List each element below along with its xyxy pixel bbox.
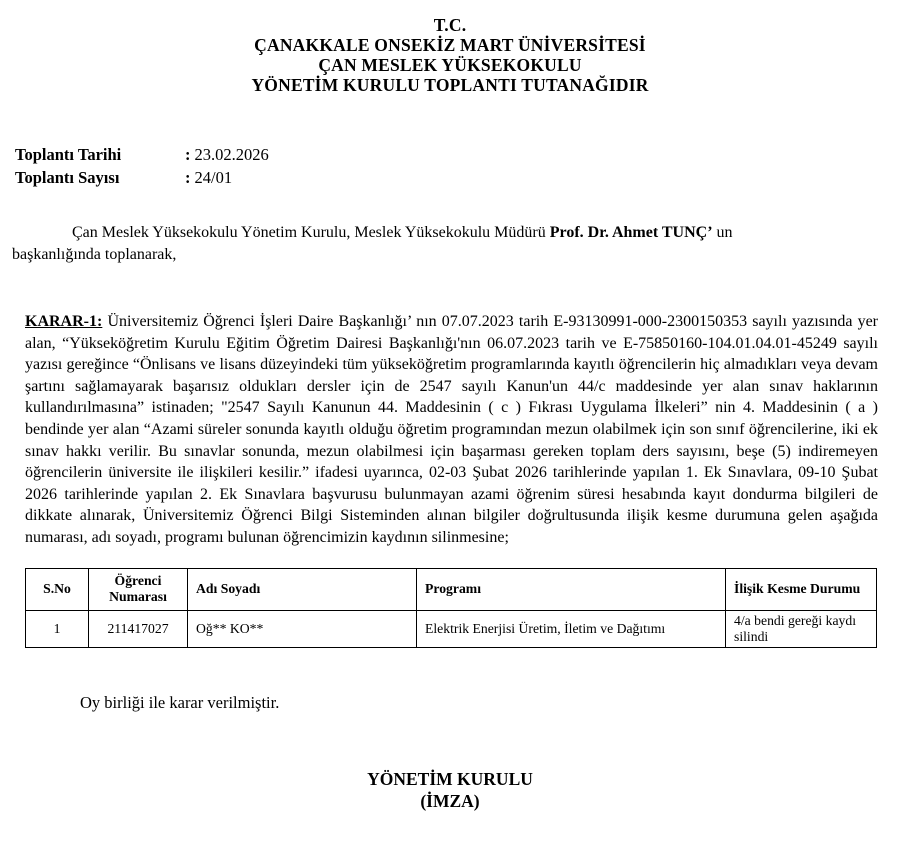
table-header-row bbox=[26, 568, 877, 610]
cell-dismissal-status: 4/a bendi gereği kaydı silindi bbox=[726, 610, 877, 647]
header-document-title: YÖNETİM KURULU TOPLANTI TUTANAĞIDIR bbox=[251, 75, 649, 95]
meeting-date-label: Toplantı Tarihi bbox=[15, 145, 122, 164]
header-school-name: ÇAN MESLEK YÜKSEKOKULU bbox=[318, 55, 582, 75]
header-tc: T.C. bbox=[433, 15, 467, 35]
cell-name: Oğ** KO** bbox=[188, 610, 417, 647]
meeting-number-label: Toplantı Sayısı bbox=[15, 168, 120, 187]
document-header bbox=[0, 0, 900, 95]
students-table-body bbox=[26, 610, 877, 647]
signature-imza: (İMZA) bbox=[420, 790, 480, 811]
col-header-program: Programı bbox=[417, 568, 726, 610]
cell-student-number: 211417027 bbox=[89, 610, 188, 647]
table-row bbox=[26, 610, 877, 647]
cell-sno: 1 bbox=[26, 610, 89, 647]
students-table bbox=[25, 568, 877, 648]
meeting-date-row bbox=[15, 143, 900, 166]
meeting-info bbox=[15, 143, 900, 189]
meeting-number-value: 24/01 bbox=[194, 168, 233, 187]
decision-body-text: Üniversitemiz Öğrenci İşleri Daire Başkanlığı’ nın 07.07.2023 tarih E-93130991-000-2300150353 sayılı yazısında yer alan, “Yükseköğretim Kurulu Eğitim Öğretim Dairesi Başkanlığı'nın 06.07.2023 tarih ve E-75850160-104.01.04.01-45249 sayılı yazısı gereğince “Önlisans ve lisans düzeyindeki tüm yükseköğretim programlarında kayıtlı öğrencilerin hiç almadıkları veya devam şartını sağlamayarak başarısız oldukları dersler için de 2547 sayılı Kanun'un 44/c maddesinde yer alan sınav haklarının kullandırılmasına” istinaden; "2547 Sayılı Kanunun 44. Maddesinin ( c ) Fıkrası Uygulama İlkeleri” nin 4. Maddesinin ( a ) bendinde yer alan “Azami süreler sonunda kayıtlı olduğu öğretim programından mezun olabilmek için son sınıf öğrencilerine, iki ek sınav hakkı verilir. Bu sınavlar sonunda, mezun olabilmesi için başarması gereken toplam ders sayısını, beşe (5) indiremeyen öğrencilerin üniversite ile ilişkileri kesilir.” ifadesi uyarınca, 02-03 Şubat 2026 tarihlerinde yapılan 1. Ek Sınavlara, 09-10 Şubat 2026 tarihlerinde yapılan 2. Ek Sınavlara başvurusu bulunmayan azami öğrenim süresi hesabında kayıt dondurma bilgileri de dikkate alınarak, Üniversitemiz Öğrenci Bilgi Sisteminden alınan bilgiler doğrultusunda ilişik kesme durumuna gelen aşağıda numarası, adı soyadı, programı bulunan öğrencimizin kaydının silinmesine; bbox=[25, 313, 878, 546]
intro-text-before: Çan Meslek Yüksekokulu Yönetim Kurulu, Meslek Yüksekokulu Müdürü bbox=[72, 224, 550, 241]
col-header-student-number: Öğrenci Numarası bbox=[89, 568, 188, 610]
meeting-number-colon: : bbox=[185, 168, 191, 187]
col-header-name: Adı Soyadı bbox=[188, 568, 417, 610]
meeting-number-row bbox=[15, 166, 900, 189]
col-header-sno: S.No bbox=[26, 568, 89, 610]
intro-text-after: un bbox=[712, 224, 733, 241]
signature-block bbox=[0, 768, 900, 812]
col-header-dismissal-status: İlişik Kesme Durumu bbox=[726, 568, 877, 610]
signature-title: YÖNETİM KURULU bbox=[367, 768, 533, 789]
chairman-name: Prof. Dr. Ahmet TUNÇ’ bbox=[549, 224, 713, 241]
meeting-date-colon: : bbox=[185, 145, 191, 164]
students-table-header bbox=[26, 568, 877, 610]
intro-paragraph bbox=[12, 222, 850, 265]
intro-line2: başkanlığında toplanarak, bbox=[12, 245, 177, 263]
decision-paragraph bbox=[25, 311, 878, 549]
vote-result: Oy birliği ile karar verilmiştir. bbox=[80, 692, 280, 712]
cell-program: Elektrik Enerjisi Üretim, İletim ve Dağıtımı bbox=[417, 610, 726, 647]
decision-label: KARAR-1: bbox=[25, 313, 103, 330]
meeting-date-value: 23.02.2026 bbox=[194, 145, 269, 164]
header-university-name: ÇANAKKALE ONSEKİZ MART ÜNİVERSİTESİ bbox=[254, 35, 646, 55]
